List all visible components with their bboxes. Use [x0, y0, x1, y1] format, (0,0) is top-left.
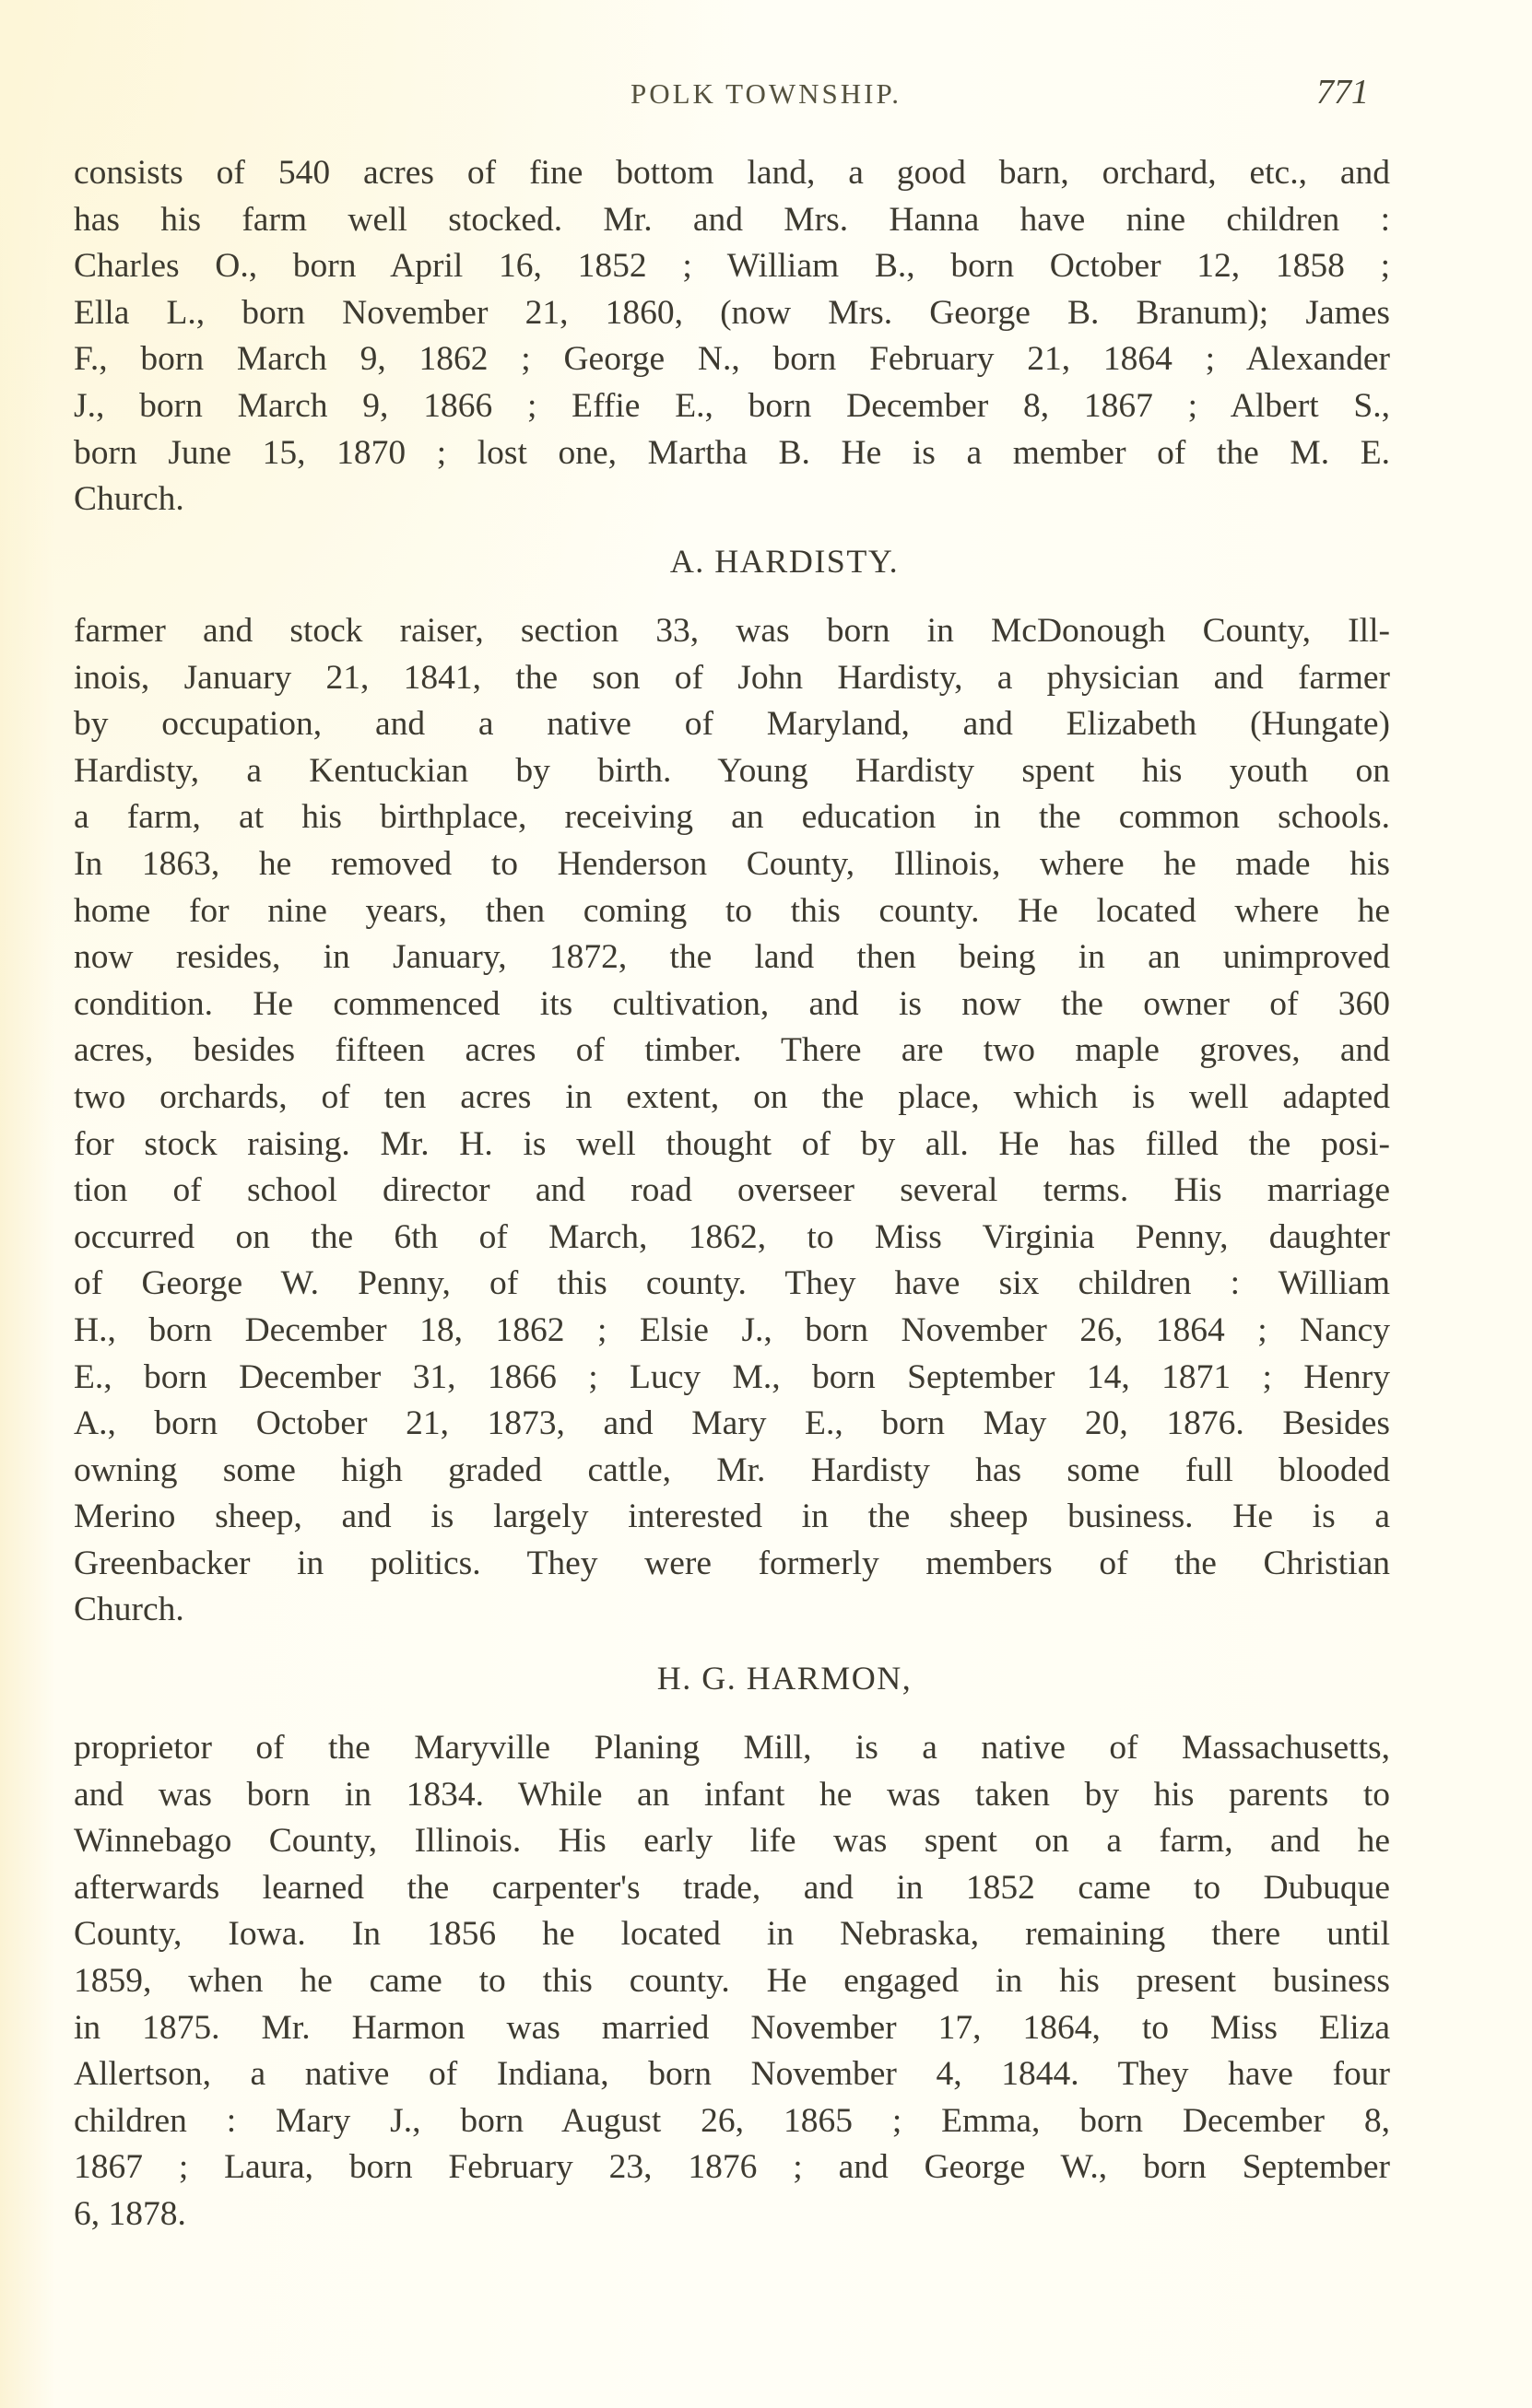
- text-line: consists of 540 acres of fine bottom land, a good barn, orchard, etc., and: [74, 154, 1390, 192]
- text-line: F., born March 9, 1862 ; George N., born February 21, 1864 ; Alexander: [74, 340, 1390, 379]
- text-line: Charles O., born April 16, 1852 ; William B., born October 12, 1858 ;: [74, 247, 1390, 286]
- text-line: acres, besides fifteen acres of timber. There are two maple groves, and: [74, 1031, 1390, 1070]
- section-harmon: [74, 1725, 1390, 2238]
- text-line: J., born March 9, 1866 ; Effie E., born December 8, 1867 ; Albert S.,: [74, 386, 1390, 425]
- text-line: now resides, in January, 1872, the land then being in an unimproved: [74, 938, 1390, 977]
- text-line: occurred on the 6th of March, 1862, to Miss Virginia Penny, daughter: [74, 1217, 1390, 1256]
- text-line: of George W. Penny, of this county. They have six children : William: [74, 1264, 1390, 1303]
- text-line: A., born October 21, 1873, and Mary E., born May 20, 1876. Besides: [74, 1404, 1390, 1443]
- text-line: farmer and stock raiser, section 33, was born in McDonough County, Ill-: [74, 612, 1390, 650]
- text-line: E., born December 31, 1866 ; Lucy M., born September 14, 1871 ; Henry: [74, 1357, 1390, 1396]
- text-line: afterwards learned the carpenter's trade, and in 1852 came to Dubuque: [74, 1868, 1390, 1907]
- running-head: POLK TOWNSHIP.: [630, 77, 902, 110]
- text-line: has his farm well stocked. Mr. and Mrs. Hanna have nine children :: [74, 200, 1390, 239]
- text-line: proprietor of the Maryville Planing Mill, is a native of Massachusetts,: [74, 1729, 1390, 1767]
- text-line: Church.: [74, 480, 184, 519]
- text-line: two orchards, of ten acres in extent, on the place, which is well adapted: [74, 1077, 1390, 1116]
- text-line: In 1863, he removed to Henderson County, Illinois, where he made his: [74, 844, 1390, 883]
- text-line: a farm, at his birthplace, receiving an education in the common schools.: [74, 798, 1390, 837]
- text-line: 6, 1878.: [74, 2194, 186, 2233]
- text-line: 1867 ; Laura, born February 23, 1876 ; and George W., born September: [74, 2148, 1390, 2187]
- text-line: home for nine years, then coming to this county. He located where he: [74, 891, 1390, 930]
- heading-a-hardisty: A. HARDISTY.: [669, 543, 900, 580]
- text-line: born June 15, 1870 ; lost one, Martha B. He is a member of the M. E.: [74, 433, 1390, 472]
- text-line: Winnebago County, Illinois. His early life was spent on a farm, and he: [74, 1822, 1390, 1861]
- text-line: children : Mary J., born August 26, 1865 ; Emma, born December 8,: [74, 2101, 1390, 2140]
- text-line: for stock raising. Mr. H. is well thought of by all. He has filled the posi-: [74, 1124, 1390, 1163]
- heading-h-g-harmon: H. G. HARMON,: [656, 1660, 913, 1697]
- text-line: Ella L., born November 21, 1860, (now Mrs. George B. Branum); James: [74, 293, 1390, 332]
- text-line: 1859, when he came to this county. He engaged in his present business: [74, 1961, 1390, 2000]
- text-line: County, Iowa. In 1856 he located in Nebraska, remaining there until: [74, 1915, 1390, 1954]
- text-line: by occupation, and a native of Maryland, and Elizabeth (Hungate): [74, 705, 1390, 744]
- text-line: tion of school director and road overseer several terms. His marriage: [74, 1171, 1390, 1210]
- text-line: condition. He commenced its cultivation, and is now the owner of 360: [74, 984, 1390, 1023]
- text-line: Greenbacker in politics. They were formerly members of the Christian: [74, 1544, 1390, 1582]
- text-line: Allertson, a native of Indiana, born November 4, 1844. They have four: [74, 2055, 1390, 2094]
- text-line: owning some high graded cattle, Mr. Hardisty has some full blooded: [74, 1451, 1390, 1489]
- section-hanna-continued: [74, 150, 1390, 523]
- page-number: 771: [1316, 73, 1369, 112]
- text-line: Merino sheep, and is largely interested in the sheep business. He is a: [74, 1498, 1390, 1536]
- text-line: and was born in 1834. While an infant he was taken by his parents to: [74, 1775, 1390, 1814]
- text-line: H., born December 18, 1862 ; Elsie J., born November 26, 1864 ; Nancy: [74, 1310, 1390, 1349]
- section-hardisty: [74, 608, 1390, 1634]
- text-line: in 1875. Mr. Harmon was married November 17, 1864, to Miss Eliza: [74, 2008, 1390, 2047]
- text-line: Church.: [74, 1591, 184, 1629]
- text-line: inois, January 21, 1841, the son of John Hardisty, a physician and farmer: [74, 658, 1390, 697]
- text-line: Hardisty, a Kentuckian by birth. Young Hardisty spent his youth on: [74, 751, 1390, 790]
